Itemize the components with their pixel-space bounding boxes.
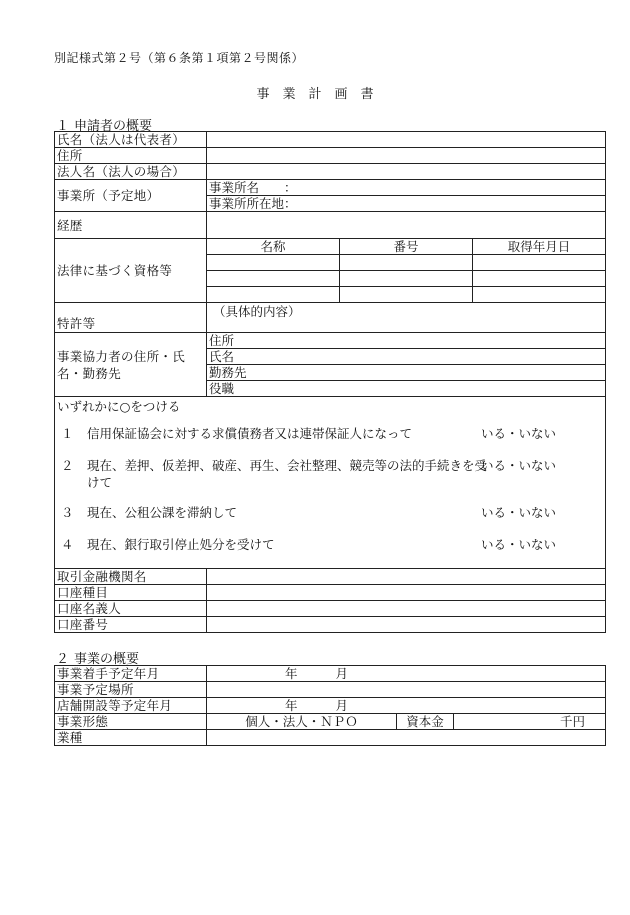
start-date-field[interactable]	[207, 666, 606, 682]
office-name-label: 事業所名 ：	[209, 180, 297, 195]
section2-number: ２	[56, 652, 70, 667]
name-field[interactable]	[207, 132, 606, 148]
section2-title: 事業の概要	[74, 652, 140, 667]
section1-title: 申請者の概要	[74, 119, 153, 134]
declaration-answer[interactable]: いる・いない	[481, 458, 557, 473]
opening-label: 店舗開設等予定年月	[55, 698, 207, 714]
account-holder-label: 口座名義人	[55, 601, 207, 617]
bank-field[interactable]	[207, 569, 606, 585]
coop-name-field[interactable]	[207, 349, 606, 365]
qual-col-name: 名称	[207, 239, 340, 255]
qual-date-cell[interactable]	[473, 255, 606, 271]
declaration-answer[interactable]: いる・いない	[481, 505, 557, 520]
account-holder-field[interactable]	[207, 601, 606, 617]
place-field[interactable]	[207, 682, 606, 698]
declaration-answer[interactable]: いる・いない	[481, 426, 557, 441]
bank-label: 取引金融機関名	[55, 569, 207, 585]
address-field[interactable]	[207, 148, 606, 164]
place-label: 事業予定場所	[55, 682, 207, 698]
cooperator-label: 事業協力者の住所・氏名・勤務先	[55, 333, 207, 397]
qual-number-cell[interactable]	[340, 287, 473, 303]
qual-number-cell[interactable]	[340, 271, 473, 287]
career-field[interactable]	[207, 212, 606, 239]
office-name-field[interactable]	[207, 180, 606, 196]
declaration-number: ３	[61, 505, 74, 520]
industry-field[interactable]	[207, 730, 606, 746]
patent-hint: （具体的内容）	[213, 304, 301, 319]
qual-name-cell[interactable]	[207, 271, 340, 287]
form-number: 別記様式第２号（第６条第１項第２号関係）	[54, 51, 305, 65]
capital-label: 資本金	[397, 714, 454, 730]
year-unit: 年	[285, 698, 298, 713]
declaration-item	[57, 536, 601, 553]
coop-workplace-label: 勤務先	[209, 365, 247, 380]
start-label: 事業着手予定年月	[55, 666, 207, 682]
declaration-answer[interactable]: いる・いない	[481, 537, 557, 552]
account-number-label: 口座番号	[55, 617, 207, 633]
address-label: 住所	[55, 148, 207, 164]
qual-col-date: 取得年月日	[473, 239, 606, 255]
document-title: 事業計画書	[256, 87, 387, 102]
declaration-text: 信用保証協会に対する求償債務者又は連帯保証人になって	[87, 426, 413, 441]
career-label: 経歴	[55, 212, 207, 239]
coop-position-label: 役職	[209, 381, 235, 396]
name-label: 氏名（法人は代表者）	[55, 132, 207, 148]
business-table	[54, 665, 606, 746]
corp-name-label: 法人名（法人の場合）	[55, 164, 207, 180]
coop-workplace-field[interactable]	[207, 365, 606, 381]
qual-date-cell[interactable]	[473, 271, 606, 287]
qual-name-cell[interactable]	[207, 255, 340, 271]
declaration-number: ４	[61, 537, 74, 552]
corp-name-field[interactable]	[207, 164, 606, 180]
declaration-instruction: いずれかに○をつける	[57, 399, 181, 414]
account-type-label: 口座種目	[55, 585, 207, 601]
coop-name-label: 氏名	[209, 349, 235, 364]
declaration-number: １	[61, 426, 74, 441]
form-options[interactable]: 個人・法人・ＮＰＯ	[207, 714, 397, 730]
office-address-label: 事業所所在地：	[209, 196, 297, 211]
year-unit: 年	[285, 666, 298, 681]
patent-label: 特許等	[55, 303, 207, 333]
account-type-field[interactable]	[207, 585, 606, 601]
declaration-item	[57, 425, 601, 442]
month-unit: 月	[335, 666, 349, 681]
section1-number: １	[56, 119, 70, 134]
declaration-text: 現在、差押、仮差押、破産、再生、会社整理、競売等の法的手続きを受けて	[87, 458, 488, 490]
declaration-item	[57, 504, 601, 521]
coop-address-label: 住所	[209, 333, 235, 348]
qual-number-cell[interactable]	[340, 255, 473, 271]
office-label: 事業所（予定地）	[55, 180, 207, 212]
declaration-text: 現在、公租公課を滞納して	[87, 505, 238, 520]
coop-position-field[interactable]	[207, 381, 606, 397]
capital-field[interactable]	[454, 714, 606, 730]
form-label: 事業形態	[55, 714, 207, 730]
opening-date-field[interactable]	[207, 698, 606, 714]
declaration-item	[57, 457, 601, 491]
qual-name-cell[interactable]	[207, 287, 340, 303]
industry-label: 業種	[55, 730, 207, 746]
declaration-text: 現在、銀行取引停止処分を受けて	[87, 537, 275, 552]
qual-date-cell[interactable]	[473, 287, 606, 303]
month-unit: 月	[335, 698, 349, 713]
qualification-label: 法律に基づく資格等	[55, 239, 207, 303]
applicant-table	[54, 131, 606, 633]
declaration-box	[55, 397, 606, 569]
patent-field[interactable]	[207, 303, 606, 333]
qual-col-number: 番号	[340, 239, 473, 255]
account-number-field[interactable]	[207, 617, 606, 633]
coop-address-field[interactable]	[207, 333, 606, 349]
office-address-field[interactable]	[207, 196, 606, 212]
capital-unit: 千円	[560, 714, 586, 729]
declaration-number: ２	[61, 458, 74, 473]
